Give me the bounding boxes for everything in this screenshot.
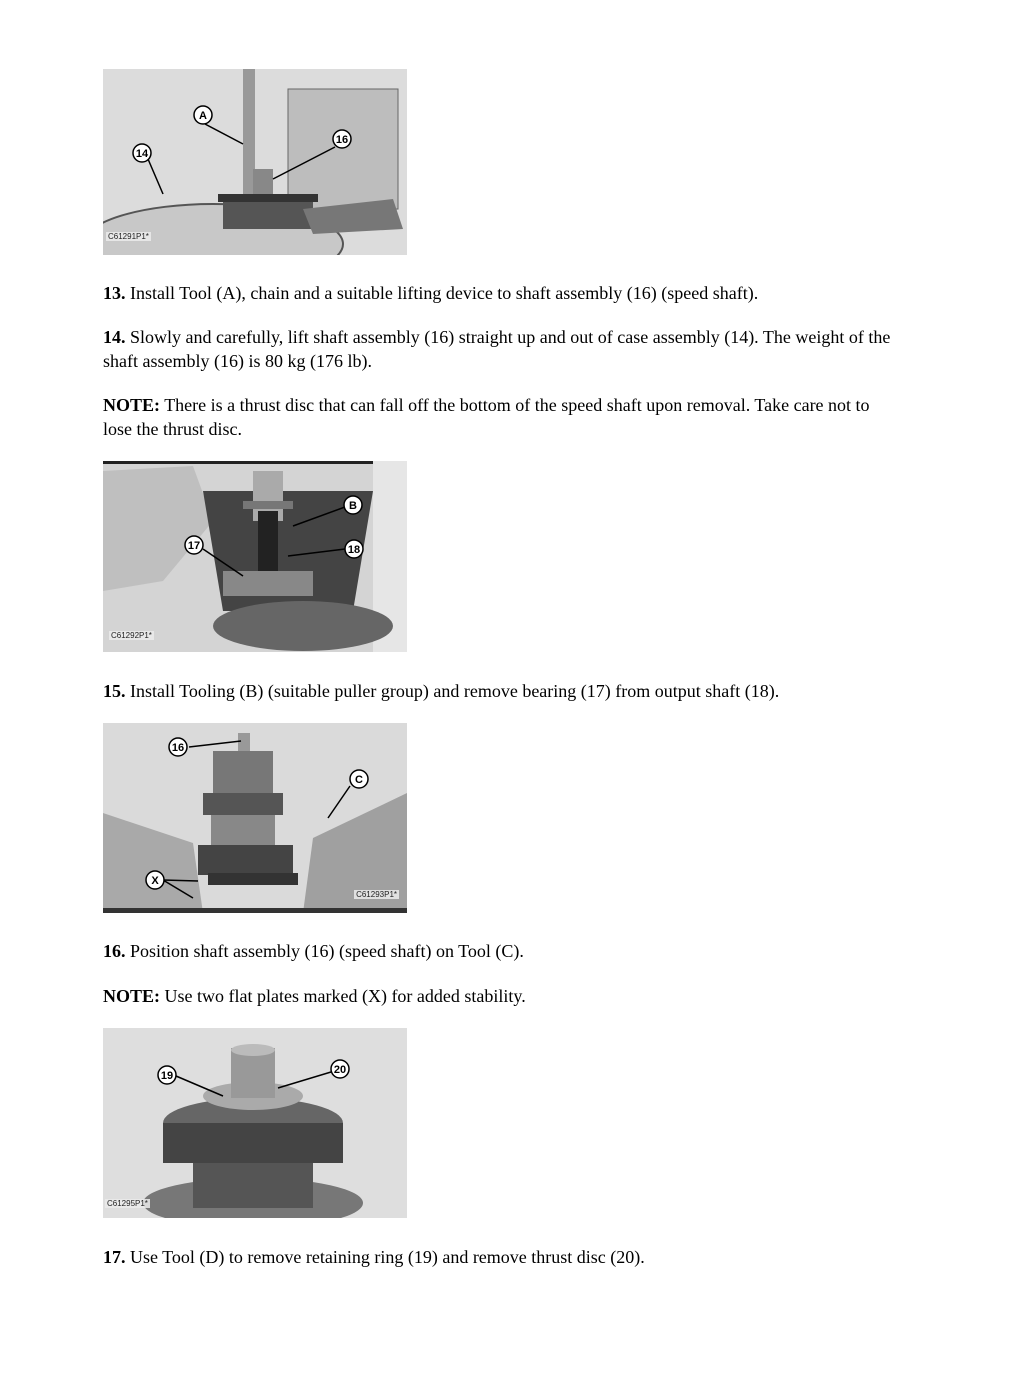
callout-18: 18 [347,544,361,556]
figure-puller-bearing [103,461,407,652]
callout-b: B [349,500,357,512]
step-text: Slowly and carefully, lift shaft assembly (16) straight up and out of case assembly (14). The weight of the shaft assembly (16) is 80 kg (176 lb). [103,327,891,371]
figure-1-illustration [103,69,407,255]
figure-code: C61293P1* [356,890,397,899]
figure-code: C61295P1* [107,1199,148,1208]
note-text: Use two flat plates marked (X) for added stability. [160,986,526,1006]
note-label: NOTE: [103,395,161,415]
figure-lifting-shaft [103,69,407,255]
callout-c: C [355,774,363,786]
note-label: NOTE: [103,986,161,1006]
step-16 [103,939,903,963]
figure-code: C61292P1* [111,631,152,640]
callout-20: 20 [333,1064,347,1076]
figure-2-illustration [103,461,407,652]
note-thrust-disc [103,393,903,441]
step-number: 16. [103,941,126,961]
step-number: 15. [103,681,126,701]
step-text: Install Tooling (B) (suitable puller group) and remove bearing (17) from output shaft (18). [125,681,780,701]
figure-4-illustration [103,1028,407,1218]
step-text: Use Tool (D) to remove retaining ring (19) and remove thrust disc (20). [125,1247,645,1267]
step-text: Position shaft assembly (16) (speed shaft) on Tool (C). [125,941,524,961]
figure-code: C61291P1* [108,232,149,241]
note-text: There is a thrust disc that can fall off the bottom of the speed shaft upon removal. Take care not to lose the thrust disc. [103,395,870,439]
callout-x: X [151,875,159,887]
callout-16: 16 [171,742,185,754]
callout-17: 17 [187,540,201,552]
step-17 [103,1245,903,1269]
step-14 [103,325,903,373]
figure-retaining-ring [103,1028,407,1218]
callout-19: 19 [160,1070,174,1082]
step-15 [103,679,903,703]
figure-shaft-on-tool [103,723,407,913]
note-flat-plates [103,984,903,1008]
step-number: 14. [103,327,126,347]
step-number: 13. [103,283,126,303]
callout-a: A [199,110,207,122]
callout-14: 14 [135,148,149,160]
step-13 [103,281,903,305]
figure-3-illustration [103,723,407,913]
step-text: Install Tool (A), chain and a suitable lifting device to shaft assembly (16) (speed shaft). [125,283,759,303]
callout-16: 16 [335,134,349,146]
step-number: 17. [103,1247,126,1267]
